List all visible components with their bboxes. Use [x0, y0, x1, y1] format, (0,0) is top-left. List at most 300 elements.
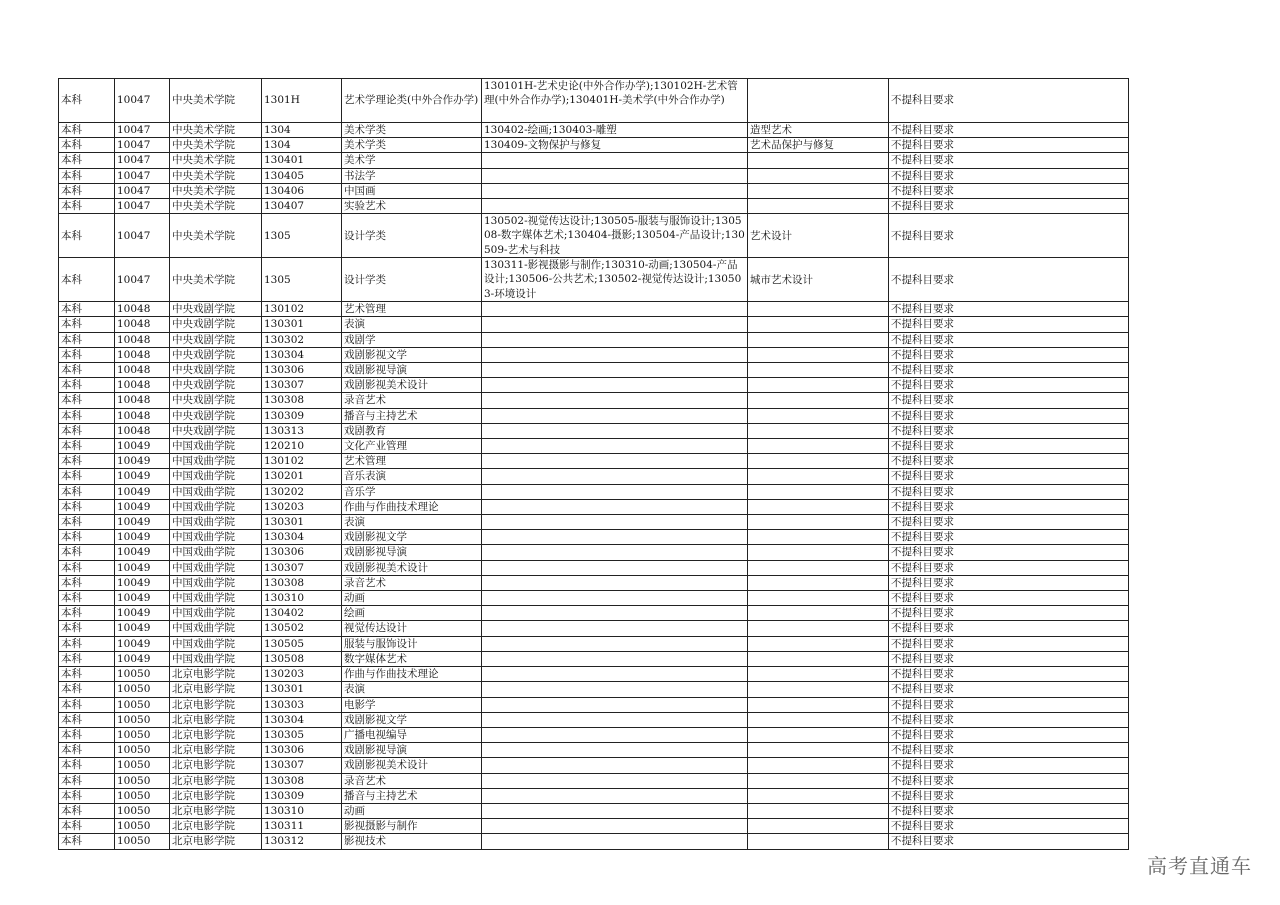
level-cell: 本科: [59, 667, 115, 682]
school-name-cell: 中国戏曲学院: [170, 530, 262, 545]
track-cell: [748, 515, 889, 530]
track-cell: [748, 834, 889, 849]
included-majors-cell: [482, 183, 748, 198]
school-name-cell: 中国戏曲学院: [170, 560, 262, 575]
school-code-cell: 10049: [115, 636, 170, 651]
included-majors-cell: [482, 153, 748, 168]
major-code-cell: 130310: [262, 591, 342, 606]
table-row: [59, 727, 1129, 742]
included-majors-cell: [482, 469, 748, 484]
major-code-cell: 130301: [262, 682, 342, 697]
table-row: [59, 651, 1129, 666]
school-name-cell: 中央戏剧学院: [170, 317, 262, 332]
track-cell: [748, 454, 889, 469]
included-majors-cell: 130101H-艺术史论(中外合作办学);130102H-艺术管理(中外合作办学);130401H-美术学(中外合作办学): [482, 79, 748, 123]
major-name-cell: 艺术管理: [342, 454, 482, 469]
school-name-cell: 北京电影学院: [170, 819, 262, 834]
school-name-cell: 北京电影学院: [170, 727, 262, 742]
table-row: [59, 378, 1129, 393]
major-name-cell: 戏剧教育: [342, 423, 482, 438]
school-name-cell: 中国戏曲学院: [170, 651, 262, 666]
school-code-cell: 10048: [115, 363, 170, 378]
table-row: [59, 317, 1129, 332]
table-row: [59, 499, 1129, 514]
subject-requirement-cell: 不提科目要求: [889, 408, 1129, 423]
level-cell: 本科: [59, 168, 115, 183]
subject-requirement-cell: 不提科目要求: [889, 651, 1129, 666]
school-name-cell: 中央美术学院: [170, 199, 262, 214]
major-name-cell: 数字媒体艺术: [342, 651, 482, 666]
included-majors-cell: [482, 378, 748, 393]
level-cell: 本科: [59, 606, 115, 621]
school-name-cell: 中国戏曲学院: [170, 621, 262, 636]
included-majors-cell: [482, 697, 748, 712]
school-code-cell: 10047: [115, 258, 170, 302]
major-code-cell: 130203: [262, 499, 342, 514]
major-code-cell: 130202: [262, 484, 342, 499]
track-cell: [748, 697, 889, 712]
major-code-cell: 130306: [262, 545, 342, 560]
school-code-cell: 10047: [115, 183, 170, 198]
level-cell: 本科: [59, 79, 115, 123]
track-cell: 城市艺术设计: [748, 258, 889, 302]
level-cell: 本科: [59, 439, 115, 454]
school-code-cell: 10049: [115, 439, 170, 454]
school-name-cell: 北京电影学院: [170, 803, 262, 818]
school-name-cell: 中央美术学院: [170, 168, 262, 183]
included-majors-cell: [482, 621, 748, 636]
major-code-cell: 1301H: [262, 79, 342, 123]
school-code-cell: 10048: [115, 347, 170, 362]
table-row: [59, 575, 1129, 590]
track-cell: 艺术设计: [748, 214, 889, 258]
included-majors-cell: [482, 727, 748, 742]
major-code-cell: 130306: [262, 743, 342, 758]
subject-requirement-cell: 不提科目要求: [889, 423, 1129, 438]
school-code-cell: 10050: [115, 667, 170, 682]
subject-requirement-cell: 不提科目要求: [889, 378, 1129, 393]
school-code-cell: 10050: [115, 803, 170, 818]
major-code-cell: 130502: [262, 621, 342, 636]
major-code-cell: 130304: [262, 712, 342, 727]
major-code-cell: 130203: [262, 667, 342, 682]
subject-requirement-cell: 不提科目要求: [889, 636, 1129, 651]
major-code-cell: 130312: [262, 834, 342, 849]
table-row: [59, 199, 1129, 214]
subject-requirement-cell: 不提科目要求: [889, 621, 1129, 636]
track-cell: [748, 560, 889, 575]
subject-requirement-cell: 不提科目要求: [889, 682, 1129, 697]
major-name-cell: 书法学: [342, 168, 482, 183]
major-name-cell: 绘画: [342, 606, 482, 621]
level-cell: 本科: [59, 819, 115, 834]
track-cell: [748, 393, 889, 408]
school-name-cell: 中央戏剧学院: [170, 393, 262, 408]
included-majors-cell: [482, 408, 748, 423]
level-cell: 本科: [59, 138, 115, 153]
major-code-cell: 130304: [262, 347, 342, 362]
track-cell: [748, 743, 889, 758]
major-code-cell: 130308: [262, 575, 342, 590]
subject-requirement-cell: 不提科目要求: [889, 317, 1129, 332]
track-cell: [748, 469, 889, 484]
major-code-cell: 130302: [262, 332, 342, 347]
subject-requirement-cell: 不提科目要求: [889, 712, 1129, 727]
school-name-cell: 北京电影学院: [170, 773, 262, 788]
school-code-cell: 10049: [115, 560, 170, 575]
level-cell: 本科: [59, 834, 115, 849]
track-cell: [748, 545, 889, 560]
major-code-cell: 130201: [262, 469, 342, 484]
major-name-cell: 音乐学: [342, 484, 482, 499]
subject-requirement-cell: 不提科目要求: [889, 183, 1129, 198]
school-code-cell: 10050: [115, 758, 170, 773]
major-code-cell: 130313: [262, 423, 342, 438]
included-majors-cell: [482, 575, 748, 590]
track-cell: [748, 423, 889, 438]
included-majors-cell: 130402-绘画;130403-雕塑: [482, 123, 748, 138]
table-row: [59, 79, 1129, 123]
major-code-cell: 130407: [262, 199, 342, 214]
school-name-cell: 中央戏剧学院: [170, 347, 262, 362]
school-code-cell: 10047: [115, 79, 170, 123]
enrollment-table: [58, 78, 1129, 850]
track-cell: [748, 168, 889, 183]
level-cell: 本科: [59, 378, 115, 393]
school-name-cell: 中国戏曲学院: [170, 484, 262, 499]
major-name-cell: 戏剧影视文学: [342, 347, 482, 362]
school-name-cell: 中国戏曲学院: [170, 469, 262, 484]
included-majors-cell: 130311-影视摄影与制作;130310-动画;130504-产品设计;130506-公共艺术;130502-视觉传达设计;130503-环境设计: [482, 258, 748, 302]
included-majors-cell: [482, 530, 748, 545]
subject-requirement-cell: 不提科目要求: [889, 560, 1129, 575]
track-cell: [748, 378, 889, 393]
major-name-cell: 戏剧影视导演: [342, 363, 482, 378]
major-code-cell: 130307: [262, 758, 342, 773]
subject-requirement-cell: 不提科目要求: [889, 530, 1129, 545]
table-row: [59, 788, 1129, 803]
major-name-cell: 戏剧影视导演: [342, 743, 482, 758]
major-name-cell: 音乐表演: [342, 469, 482, 484]
major-code-cell: 120210: [262, 439, 342, 454]
level-cell: 本科: [59, 153, 115, 168]
table-row: [59, 530, 1129, 545]
subject-requirement-cell: 不提科目要求: [889, 484, 1129, 499]
major-name-cell: 艺术管理: [342, 302, 482, 317]
level-cell: 本科: [59, 530, 115, 545]
table-row: [59, 667, 1129, 682]
major-name-cell: 录音艺术: [342, 393, 482, 408]
subject-requirement-cell: 不提科目要求: [889, 697, 1129, 712]
level-cell: 本科: [59, 454, 115, 469]
track-cell: [748, 621, 889, 636]
major-name-cell: 设计学类: [342, 258, 482, 302]
school-name-cell: 中央美术学院: [170, 183, 262, 198]
table-row: [59, 743, 1129, 758]
included-majors-cell: [482, 803, 748, 818]
major-code-cell: 130307: [262, 560, 342, 575]
table-row: [59, 393, 1129, 408]
included-majors-cell: [482, 560, 748, 575]
major-code-cell: 130401: [262, 153, 342, 168]
track-cell: [748, 788, 889, 803]
major-name-cell: 广播电视编导: [342, 727, 482, 742]
major-name-cell: 戏剧影视美术设计: [342, 758, 482, 773]
track-cell: [748, 79, 889, 123]
major-name-cell: 设计学类: [342, 214, 482, 258]
table-row: [59, 183, 1129, 198]
major-name-cell: 电影学: [342, 697, 482, 712]
included-majors-cell: [482, 743, 748, 758]
level-cell: 本科: [59, 682, 115, 697]
table-row: [59, 423, 1129, 438]
major-code-cell: 130309: [262, 788, 342, 803]
table-row: [59, 153, 1129, 168]
track-cell: [748, 682, 889, 697]
major-code-cell: 130102: [262, 454, 342, 469]
table-row: [59, 363, 1129, 378]
subject-requirement-cell: 不提科目要求: [889, 469, 1129, 484]
major-code-cell: 1304: [262, 138, 342, 153]
major-name-cell: 动画: [342, 803, 482, 818]
subject-requirement-cell: 不提科目要求: [889, 168, 1129, 183]
level-cell: 本科: [59, 302, 115, 317]
track-cell: [748, 439, 889, 454]
major-code-cell: 130405: [262, 168, 342, 183]
major-code-cell: 130304: [262, 530, 342, 545]
subject-requirement-cell: 不提科目要求: [889, 591, 1129, 606]
major-code-cell: 1305: [262, 214, 342, 258]
major-name-cell: 影视摄影与制作: [342, 819, 482, 834]
subject-requirement-cell: 不提科目要求: [889, 123, 1129, 138]
subject-requirement-cell: 不提科目要求: [889, 515, 1129, 530]
major-code-cell: 130308: [262, 773, 342, 788]
major-name-cell: 戏剧影视美术设计: [342, 378, 482, 393]
included-majors-cell: [482, 439, 748, 454]
table-row: [59, 758, 1129, 773]
included-majors-cell: [482, 515, 748, 530]
major-code-cell: 130505: [262, 636, 342, 651]
school-name-cell: 北京电影学院: [170, 743, 262, 758]
table-row: [59, 682, 1129, 697]
major-name-cell: 表演: [342, 682, 482, 697]
school-name-cell: 北京电影学院: [170, 712, 262, 727]
school-name-cell: 中国戏曲学院: [170, 606, 262, 621]
major-name-cell: 作曲与作曲技术理论: [342, 667, 482, 682]
school-code-cell: 10050: [115, 712, 170, 727]
track-cell: 艺术品保护与修复: [748, 138, 889, 153]
level-cell: 本科: [59, 214, 115, 258]
school-name-cell: 中央戏剧学院: [170, 363, 262, 378]
track-cell: [748, 819, 889, 834]
track-cell: [748, 484, 889, 499]
included-majors-cell: [482, 302, 748, 317]
included-majors-cell: 130409-文物保护与修复: [482, 138, 748, 153]
subject-requirement-cell: 不提科目要求: [889, 499, 1129, 514]
included-majors-cell: [482, 332, 748, 347]
included-majors-cell: [482, 484, 748, 499]
included-majors-cell: [482, 545, 748, 560]
school-code-cell: 10047: [115, 214, 170, 258]
major-code-cell: 130402: [262, 606, 342, 621]
subject-requirement-cell: 不提科目要求: [889, 214, 1129, 258]
major-name-cell: 戏剧影视文学: [342, 530, 482, 545]
school-name-cell: 中央戏剧学院: [170, 378, 262, 393]
school-code-cell: 10047: [115, 168, 170, 183]
school-code-cell: 10050: [115, 727, 170, 742]
level-cell: 本科: [59, 743, 115, 758]
level-cell: 本科: [59, 727, 115, 742]
track-cell: [748, 199, 889, 214]
level-cell: 本科: [59, 258, 115, 302]
included-majors-cell: [482, 317, 748, 332]
subject-requirement-cell: 不提科目要求: [889, 363, 1129, 378]
included-majors-cell: [482, 834, 748, 849]
school-code-cell: 10050: [115, 773, 170, 788]
table-row: [59, 408, 1129, 423]
school-code-cell: 10048: [115, 302, 170, 317]
included-majors-cell: [482, 758, 748, 773]
major-name-cell: 表演: [342, 317, 482, 332]
included-majors-cell: [482, 636, 748, 651]
school-name-cell: 北京电影学院: [170, 667, 262, 682]
school-name-cell: 中国戏曲学院: [170, 515, 262, 530]
major-code-cell: 130303: [262, 697, 342, 712]
subject-requirement-cell: 不提科目要求: [889, 138, 1129, 153]
subject-requirement-cell: 不提科目要求: [889, 758, 1129, 773]
subject-requirement-cell: 不提科目要求: [889, 258, 1129, 302]
level-cell: 本科: [59, 123, 115, 138]
subject-requirement-cell: 不提科目要求: [889, 454, 1129, 469]
included-majors-cell: [482, 499, 748, 514]
track-cell: [748, 153, 889, 168]
school-name-cell: 北京电影学院: [170, 834, 262, 849]
subject-requirement-cell: 不提科目要求: [889, 347, 1129, 362]
level-cell: 本科: [59, 317, 115, 332]
major-name-cell: 戏剧学: [342, 332, 482, 347]
major-name-cell: 美术学: [342, 153, 482, 168]
school-code-cell: 10048: [115, 393, 170, 408]
track-cell: [748, 183, 889, 198]
table-row: [59, 591, 1129, 606]
subject-requirement-cell: 不提科目要求: [889, 727, 1129, 742]
level-cell: 本科: [59, 347, 115, 362]
major-code-cell: 130308: [262, 393, 342, 408]
table-row: [59, 168, 1129, 183]
track-cell: [748, 530, 889, 545]
level-cell: 本科: [59, 393, 115, 408]
school-code-cell: 10049: [115, 484, 170, 499]
major-code-cell: 130309: [262, 408, 342, 423]
school-name-cell: 中国戏曲学院: [170, 591, 262, 606]
school-name-cell: 北京电影学院: [170, 788, 262, 803]
track-cell: [748, 727, 889, 742]
school-code-cell: 10049: [115, 591, 170, 606]
school-name-cell: 中央美术学院: [170, 138, 262, 153]
subject-requirement-cell: 不提科目要求: [889, 743, 1129, 758]
school-code-cell: 10050: [115, 682, 170, 697]
included-majors-cell: [482, 682, 748, 697]
watermark-text: 高考直通车: [1147, 854, 1252, 878]
level-cell: 本科: [59, 575, 115, 590]
subject-requirement-cell: 不提科目要求: [889, 79, 1129, 123]
school-code-cell: 10049: [115, 575, 170, 590]
subject-requirement-cell: 不提科目要求: [889, 393, 1129, 408]
major-name-cell: 文化产业管理: [342, 439, 482, 454]
level-cell: 本科: [59, 545, 115, 560]
school-code-cell: 10049: [115, 499, 170, 514]
level-cell: 本科: [59, 636, 115, 651]
major-name-cell: 戏剧影视文学: [342, 712, 482, 727]
major-code-cell: 130311: [262, 819, 342, 834]
level-cell: 本科: [59, 183, 115, 198]
included-majors-cell: [482, 393, 748, 408]
major-name-cell: 播音与主持艺术: [342, 408, 482, 423]
subject-requirement-cell: 不提科目要求: [889, 199, 1129, 214]
subject-requirement-cell: 不提科目要求: [889, 834, 1129, 849]
subject-requirement-cell: 不提科目要求: [889, 332, 1129, 347]
level-cell: 本科: [59, 591, 115, 606]
school-name-cell: 中央戏剧学院: [170, 302, 262, 317]
subject-requirement-cell: 不提科目要求: [889, 545, 1129, 560]
school-name-cell: 中央美术学院: [170, 258, 262, 302]
school-code-cell: 10050: [115, 819, 170, 834]
included-majors-cell: [482, 423, 748, 438]
school-name-cell: 中国戏曲学院: [170, 636, 262, 651]
school-name-cell: 中国戏曲学院: [170, 575, 262, 590]
school-code-cell: 10049: [115, 469, 170, 484]
track-cell: [748, 651, 889, 666]
track-cell: [748, 302, 889, 317]
table-row: [59, 515, 1129, 530]
included-majors-cell: [482, 667, 748, 682]
track-cell: [748, 803, 889, 818]
school-code-cell: 10049: [115, 454, 170, 469]
major-name-cell: 美术学类: [342, 138, 482, 153]
school-name-cell: 中国戏曲学院: [170, 454, 262, 469]
level-cell: 本科: [59, 199, 115, 214]
level-cell: 本科: [59, 332, 115, 347]
subject-requirement-cell: 不提科目要求: [889, 302, 1129, 317]
track-cell: [748, 499, 889, 514]
school-name-cell: 中央美术学院: [170, 153, 262, 168]
level-cell: 本科: [59, 621, 115, 636]
school-code-cell: 10048: [115, 332, 170, 347]
school-name-cell: 北京电影学院: [170, 682, 262, 697]
major-name-cell: 服装与服饰设计: [342, 636, 482, 651]
track-cell: [748, 636, 889, 651]
included-majors-cell: [482, 651, 748, 666]
level-cell: 本科: [59, 408, 115, 423]
level-cell: 本科: [59, 423, 115, 438]
table-row: [59, 803, 1129, 818]
school-name-cell: 中央戏剧学院: [170, 423, 262, 438]
subject-requirement-cell: 不提科目要求: [889, 439, 1129, 454]
school-name-cell: 中央美术学院: [170, 123, 262, 138]
table-row: [59, 621, 1129, 636]
school-name-cell: 中国戏曲学院: [170, 545, 262, 560]
level-cell: 本科: [59, 560, 115, 575]
school-code-cell: 10049: [115, 545, 170, 560]
level-cell: 本科: [59, 758, 115, 773]
table-row: [59, 560, 1129, 575]
school-name-cell: 北京电影学院: [170, 697, 262, 712]
level-cell: 本科: [59, 484, 115, 499]
track-cell: [748, 363, 889, 378]
major-name-cell: 影视技术: [342, 834, 482, 849]
track-cell: [748, 712, 889, 727]
major-name-cell: 戏剧影视导演: [342, 545, 482, 560]
